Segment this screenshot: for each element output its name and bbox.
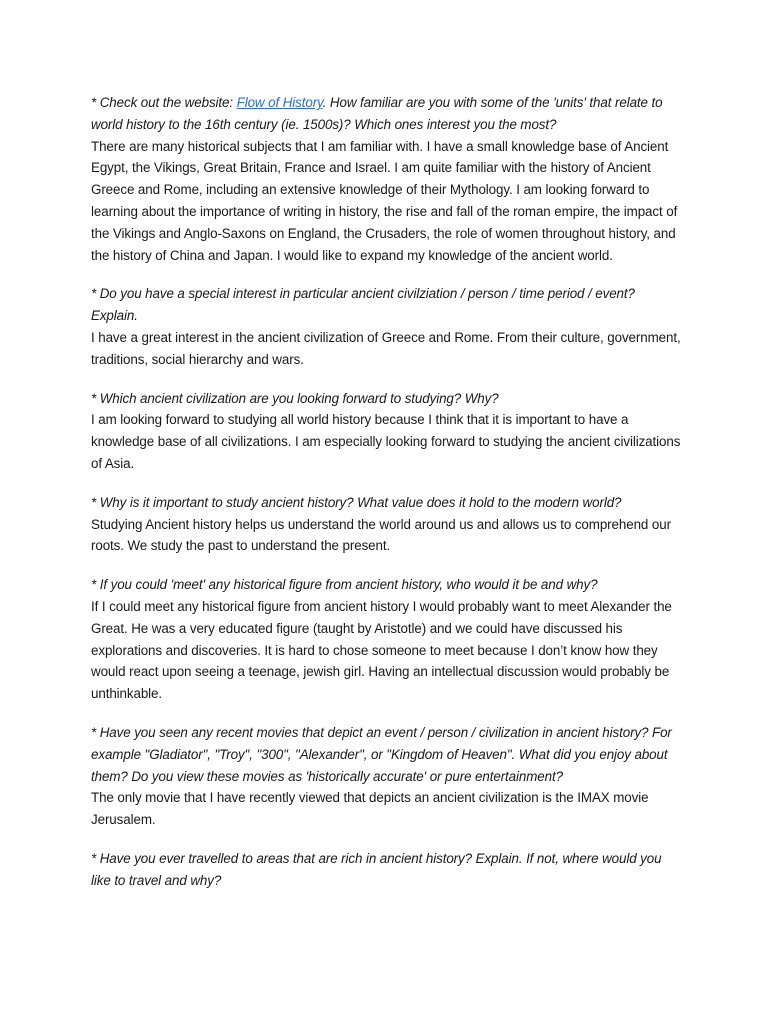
qa-block-civilization-study	[91, 388, 683, 475]
answer-text: The only movie that I have recently viewed that depicts an ancient civilization is the IMAX movie Jerusalem.	[91, 790, 649, 828]
answer-text: I have a great interest in the ancient civilization of Greece and Rome. From their culture, government, traditions, social hierarchy and wars.	[91, 329, 681, 367]
question-prefix: * Check out the website:	[91, 95, 237, 110]
answer-text: I am looking forward to studying all world history because I think that it is important to have a knowledge base of all civilizations. I am especially looking forward to studying the ancient civilizations of Asia.	[91, 412, 681, 471]
qa-block-historical-figure	[91, 574, 683, 705]
qa-block-movies	[91, 722, 683, 831]
question-text: * If you could 'meet' any historical figure from ancient history, who would it be and why?	[91, 577, 598, 593]
question-text: * Do you have a special interest in particular ancient civilziation / person / time period / event? Explain.	[91, 286, 635, 324]
qa-block-travel	[91, 848, 683, 892]
answer-text: If I could meet any historical figure from ancient history I would probably want to meet Alexander the Great. He was a very educated figure (taught by Aristotle) and we could have discussed his explorations and discoveries. It is hard to chose someone to meet because I don’t know how they would react upon seeing a teenage, jewish girl. Having an intellectual discussion would probably be unthinkable.	[91, 598, 672, 702]
question-text: * Have you seen any recent movies that depict an event / person / civilization in ancient history? For example "Gladiator", "Troy", "300", "Alexander", or "Kingdom of Heaven". What did you enjoy about them? Do you view these movies as 'historically accurate' or pure entertainment?	[91, 724, 672, 784]
qa-block-special-interest	[91, 283, 683, 370]
qa-block-why-study	[91, 492, 683, 557]
qa-block-website	[91, 92, 683, 266]
question-text: * Which ancient civilization are you looking forward to studying? Why?	[91, 390, 499, 406]
question-text: * Have you ever travelled to areas that are rich in ancient history? Explain. If not, where would you like to travel and why?	[91, 850, 662, 888]
question-text	[91, 92, 683, 136]
question-suffix: . How familiar are you with some of the 'units' that relate to world history to the 16th century (ie. 1500s)? Which ones interest you the most?	[91, 95, 663, 132]
flow-of-history-link[interactable]: Flow of History	[236, 95, 323, 110]
question-text: * Why is it important to study ancient history? What value does it hold to the modern world?	[91, 494, 622, 510]
answer-text: There are many historical subjects that I am familiar with. I have a small knowledge base of Ancient Egypt, the Vikings, Great Britain, France and Israel. I am quite familiar with the history of Ancient Greece and Rome, including an extensive knowledge of their Mythology. I am looking forward to learning about the importance of writing in history, the rise and fall of the roman empire, the impact of the Vikings and Anglo-Saxons on England, the Crusaders, the role of women throughout history, and the history of China and Japan. I would like to expand my knowledge of the ancient world.	[91, 138, 678, 263]
answer-text: Studying Ancient history helps us understand the world around us and allows us to comprehend our roots. We study the past to understand the present.	[91, 516, 671, 554]
document-page	[91, 92, 683, 909]
